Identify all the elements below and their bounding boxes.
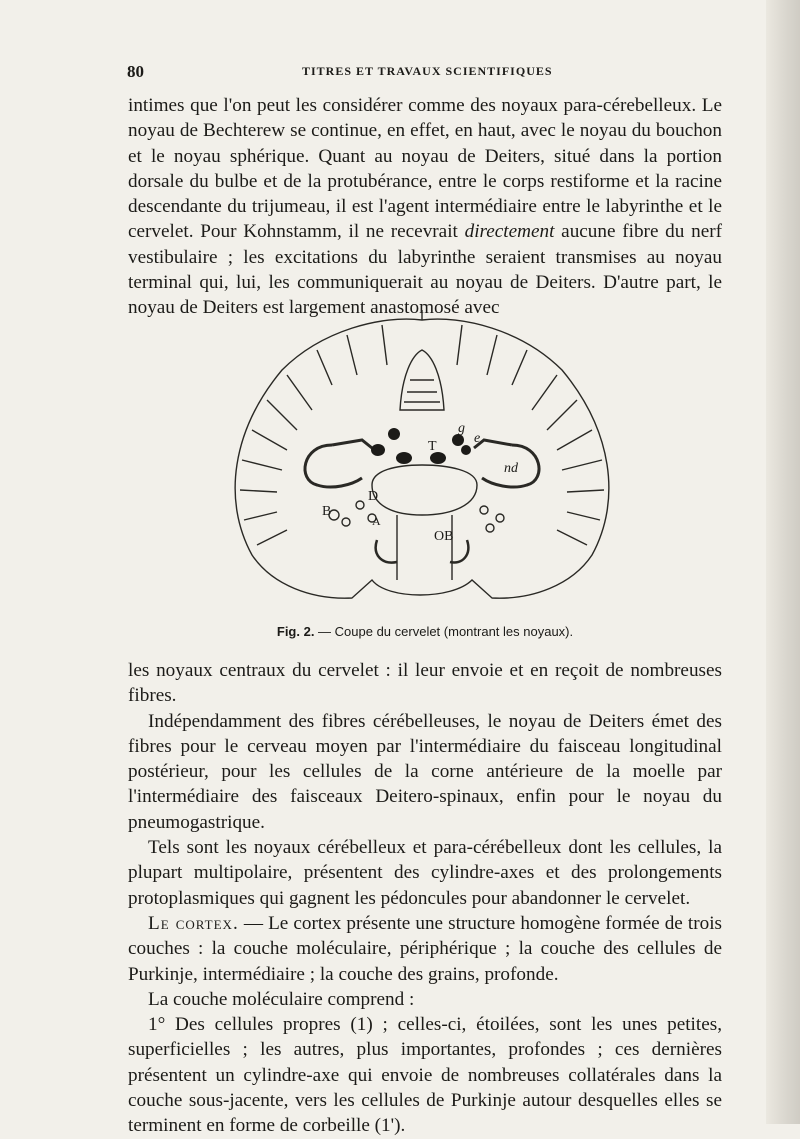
page-edge-shadow bbox=[766, 0, 800, 1124]
paragraph-3: Tels sont les noyaux cérébelleux et para-cérébelleux dont les cellules, la plupart multipolaire, présentent des cylindre-axes et des prolongements protoplasmiques qui gagnent les pédoncules pour abandonner le cervelet. bbox=[128, 837, 722, 909]
cortex-heading: Le cortex. bbox=[148, 912, 239, 934]
figure-cerebellum bbox=[222, 300, 622, 610]
label-d: D bbox=[368, 489, 379, 504]
paragraph-molecular-item: 1° Des cellules propres (1) ; celles-ci, étoilées, sont les unes petites, superficielles ; les autres, plus importantes, profondes ; ces dernières présentent un cylindre-axe qui envoie de nombreuses collatérales dans la couche sous-jacente, vers les cellules de Purkinje autour desquelles elles se terminent en forme de corbeille (1'). bbox=[128, 1014, 722, 1137]
label-nd: nd bbox=[504, 461, 518, 476]
running-title: TITRES ET TRAVAUX SCIENTIFIQUES bbox=[302, 64, 553, 78]
paragraph-cortex bbox=[128, 911, 722, 987]
label-e: e bbox=[474, 431, 481, 446]
paragraph-top bbox=[128, 93, 722, 321]
paragraph-molecular-intro: La couche moléculaire comprend : bbox=[148, 988, 415, 1010]
cortex-text: — Le cortex présente une structure homogène formée de trois couches : la couche moléculaire, périphérique ; la couche des cellules de Purkinje, intermédiaire ; la couche des grains, profonde. bbox=[128, 912, 722, 985]
paragraph-top-emphasis: directement bbox=[464, 221, 555, 243]
label-a: A bbox=[372, 514, 381, 528]
body-text bbox=[128, 658, 722, 1139]
paragraph-1: les noyaux centraux du cervelet : il leur envoie et en reçoit de nombreuses fibres. bbox=[128, 660, 722, 707]
figure-label: Fig. 2. bbox=[276, 624, 315, 639]
label-ob: OB bbox=[434, 529, 454, 544]
label-b: B bbox=[322, 504, 332, 519]
page-header bbox=[127, 62, 727, 84]
paragraph-top-end: aucune fibre du nerf vestibulaire ; les excitations du labyrinthe seraient transmises au noyau terminal qui, lui, les communiquerait au noyau de Deiters. D'autre part, le noyau de Deiters est largement anastomosé avec bbox=[128, 221, 722, 319]
figure-caption-text: — Coupe du cervelet (montrant les noyaux). bbox=[314, 624, 574, 639]
paragraph-top-text: intimes que l'on peut les considérer comme des noyaux para-cérebelleux. Le noyau de Bechterew se continue, en effet, en haut, avec le noyau du bouchon et le noyau sphérique. Quant au noyau de Deiters, situé dans la portion dorsale du bulbe et de la protubérance, entre le corps restiforme et la racine descendante du trijumeau, il est l'agent intermédiaire entre le labyrinthe et le cervelet. Pour Kohnstamm, il ne recevrait bbox=[128, 95, 722, 243]
label-g: g bbox=[458, 421, 465, 436]
page-number: 80 bbox=[127, 62, 144, 81]
figure-caption bbox=[128, 624, 722, 639]
cerebellum-section-drawing bbox=[222, 300, 622, 610]
label-t: T bbox=[428, 439, 437, 454]
paragraph-2: Indépendamment des fibres cérébelleuses, le noyau de Deiters émet des fibres pour le cerveau moyen par l'intermédiaire du faisceau longitudinal postérieur, pour les cellules de la corne antérieure de la moelle par l'intermédiaire des faisceaux Deitero-spinaux, enfin pour le noyau du pneumogastrique. bbox=[128, 710, 722, 833]
